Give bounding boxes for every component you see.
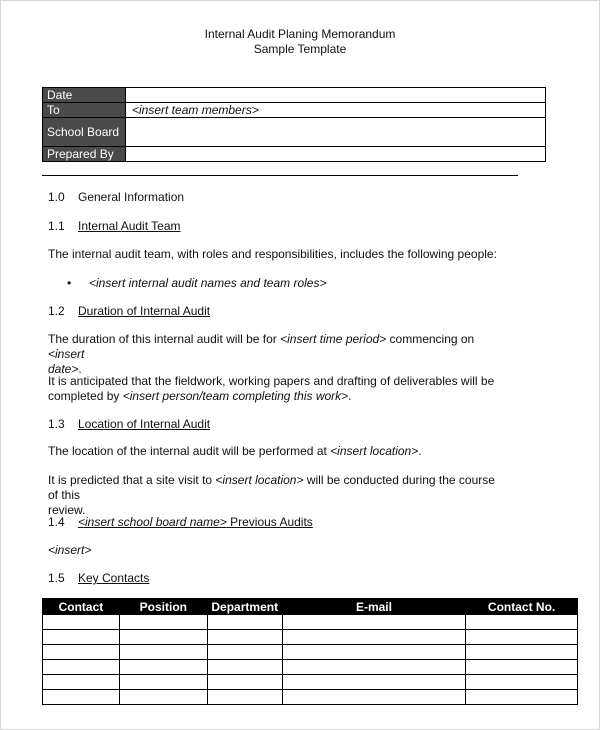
placeholder: <insert time period> bbox=[280, 332, 387, 346]
placeholder: <insert location> bbox=[215, 473, 304, 487]
table-cell[interactable] bbox=[207, 630, 282, 645]
table-cell[interactable] bbox=[466, 615, 578, 630]
table-cell[interactable] bbox=[207, 675, 282, 690]
section-1-1-heading bbox=[48, 219, 508, 234]
section-number: 1.5 bbox=[48, 571, 65, 585]
table-row bbox=[43, 645, 578, 660]
table-row bbox=[43, 690, 578, 705]
section-number: 1.2 bbox=[48, 304, 65, 318]
table-cell[interactable] bbox=[282, 645, 465, 660]
text: . bbox=[418, 444, 422, 458]
column-header: Department bbox=[207, 599, 282, 615]
table-cell[interactable] bbox=[282, 615, 465, 630]
team-paragraph: The internal audit team, with roles and responsibilities, includes the following people: bbox=[48, 247, 497, 261]
section-divider bbox=[42, 175, 518, 176]
table-cell[interactable] bbox=[466, 675, 578, 690]
team-bullet bbox=[67, 276, 326, 291]
info-value[interactable] bbox=[126, 118, 546, 147]
table-cell[interactable] bbox=[466, 630, 578, 645]
placeholder: date> bbox=[48, 362, 79, 376]
location-paragraph-1 bbox=[48, 444, 508, 459]
info-label bbox=[43, 118, 126, 147]
section-title: Location of Internal Audit bbox=[78, 417, 211, 431]
section-1-heading bbox=[48, 190, 508, 205]
section-1-5-heading bbox=[48, 571, 508, 586]
table-cell[interactable] bbox=[207, 690, 282, 705]
table-cell[interactable] bbox=[466, 690, 578, 705]
info-label: Prepared By bbox=[43, 147, 126, 162]
section-title: Key Contacts bbox=[78, 571, 150, 585]
info-table bbox=[42, 87, 546, 162]
contacts-body bbox=[43, 615, 578, 705]
table-cell[interactable] bbox=[43, 615, 120, 630]
table-cell[interactable] bbox=[43, 675, 120, 690]
contacts-table bbox=[42, 598, 578, 705]
text: completed by bbox=[48, 389, 123, 403]
text: It is anticipated that the fieldwork, working papers and drafting of deliverables will be bbox=[48, 374, 495, 388]
table-cell[interactable] bbox=[282, 660, 465, 675]
previous-audits-placeholder: <insert> bbox=[48, 543, 92, 557]
table-cell[interactable] bbox=[43, 660, 120, 675]
table-row bbox=[43, 660, 578, 675]
table-cell[interactable] bbox=[119, 630, 207, 645]
table-cell[interactable] bbox=[119, 690, 207, 705]
text: Previous Audits bbox=[226, 515, 313, 529]
document-title bbox=[0, 27, 600, 57]
table-cell[interactable] bbox=[119, 660, 207, 675]
placeholder: <insert person/team completing this work> bbox=[122, 389, 349, 403]
section-1-4-heading bbox=[48, 515, 508, 530]
table-cell[interactable] bbox=[43, 645, 120, 660]
text: commencing on bbox=[386, 332, 475, 346]
info-row-school-board bbox=[43, 118, 546, 147]
section-number: 1.1 bbox=[48, 219, 65, 233]
table-row bbox=[43, 615, 578, 630]
table-row bbox=[43, 630, 578, 645]
title-line-2: Sample Template bbox=[253, 42, 347, 56]
placeholder: <insert school board name> bbox=[78, 515, 227, 529]
table-cell[interactable] bbox=[282, 690, 465, 705]
table-cell[interactable] bbox=[466, 645, 578, 660]
table-cell[interactable] bbox=[119, 645, 207, 660]
table-cell[interactable] bbox=[282, 630, 465, 645]
table-cell[interactable] bbox=[207, 660, 282, 675]
info-value[interactable] bbox=[126, 88, 546, 103]
placeholder: <insert location> bbox=[330, 444, 419, 458]
title-line-1: Internal Audit Planing Memorandum bbox=[204, 27, 396, 41]
column-header: E-mail bbox=[282, 599, 465, 615]
text: . bbox=[78, 362, 82, 376]
text: will be conducted during the course of this bbox=[48, 473, 495, 502]
section-1-2-heading bbox=[48, 304, 508, 319]
bullet-text: <insert internal audit names and team roles> bbox=[89, 276, 327, 290]
info-label: Date bbox=[43, 88, 126, 103]
table-cell[interactable] bbox=[207, 615, 282, 630]
table-cell[interactable] bbox=[282, 675, 465, 690]
section-number: 1.4 bbox=[48, 515, 65, 529]
section-1-3-heading bbox=[48, 417, 508, 432]
column-header: Contact bbox=[43, 599, 120, 615]
info-row-date bbox=[43, 88, 546, 103]
info-label: To bbox=[43, 103, 126, 118]
section-number: 1.0 bbox=[48, 190, 65, 204]
duration-paragraph-2 bbox=[48, 374, 508, 404]
section-title: Duration of Internal Audit bbox=[78, 304, 211, 318]
table-cell[interactable] bbox=[119, 615, 207, 630]
text: . bbox=[348, 389, 352, 403]
contacts-header-row bbox=[43, 599, 578, 615]
table-cell[interactable] bbox=[43, 690, 120, 705]
info-row-to bbox=[43, 103, 546, 118]
bullet-icon: • bbox=[67, 276, 72, 290]
info-row-prepared-by bbox=[43, 147, 546, 162]
column-header: Contact No. bbox=[466, 599, 578, 615]
duration-paragraph-1 bbox=[48, 332, 508, 377]
section-title: Internal Audit Team bbox=[78, 219, 181, 233]
table-cell[interactable] bbox=[466, 660, 578, 675]
table-cell[interactable] bbox=[43, 630, 120, 645]
info-label-text: School Board bbox=[47, 125, 120, 139]
column-header: Position bbox=[119, 599, 207, 615]
text: The duration of this internal audit will be for bbox=[48, 332, 281, 346]
text: It is predicted that a site visit to bbox=[48, 473, 216, 487]
section-title: General Information bbox=[78, 190, 185, 204]
section-number: 1.3 bbox=[48, 417, 65, 431]
text: The location of the internal audit will be performed at bbox=[48, 444, 331, 458]
info-value[interactable] bbox=[126, 147, 546, 162]
table-cell[interactable] bbox=[119, 675, 207, 690]
location-paragraph-2 bbox=[48, 473, 508, 518]
text: review. bbox=[48, 503, 86, 517]
table-cell[interactable] bbox=[207, 645, 282, 660]
info-value[interactable]: <insert team members> bbox=[126, 103, 546, 118]
placeholder: <insert bbox=[48, 347, 85, 361]
table-row bbox=[43, 675, 578, 690]
section-title bbox=[78, 515, 313, 529]
